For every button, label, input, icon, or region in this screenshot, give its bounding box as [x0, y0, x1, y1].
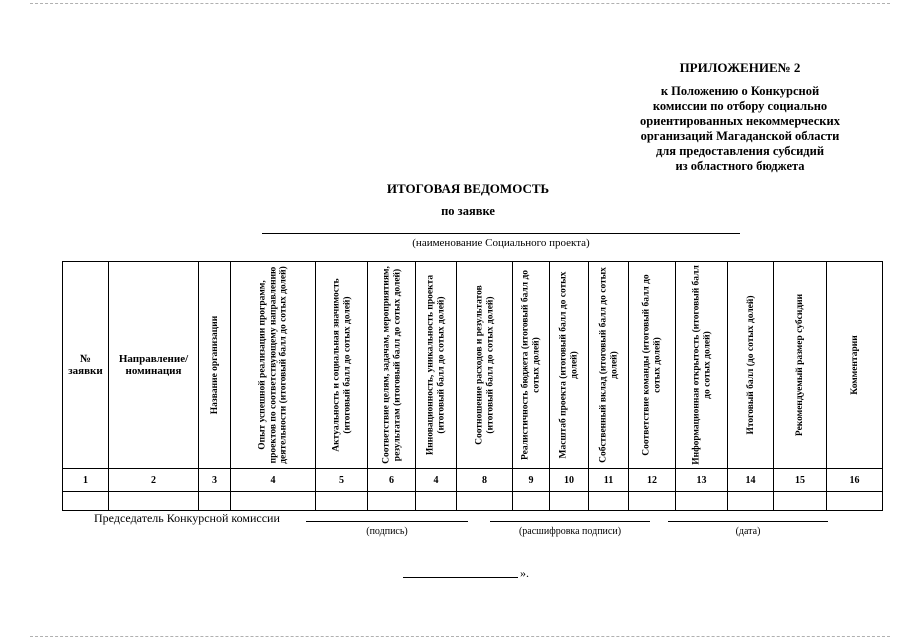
header-cell: [550, 262, 589, 469]
appendix-line: из областного бюджета: [675, 159, 805, 173]
empty-cell[interactable]: [676, 492, 728, 511]
empty-cell[interactable]: [416, 492, 457, 511]
decoding-caption: (расшифровка подписи): [518, 526, 622, 537]
appendix-line: организаций Магаданской области: [640, 129, 840, 143]
empty-cell[interactable]: [774, 492, 827, 511]
closing-blank-line: [403, 577, 518, 578]
header-cell: [629, 262, 676, 469]
column-number: 3: [199, 469, 231, 492]
top-dashed-rule: [30, 3, 890, 4]
empty-cell[interactable]: [827, 492, 883, 511]
header-label: Соответствие команды (итоговый балл до сотых долей): [641, 274, 662, 456]
column-number: 11: [589, 469, 629, 492]
empty-cell[interactable]: [109, 492, 199, 511]
empty-cell[interactable]: [728, 492, 774, 511]
header-label: Актуальность и социальная значимость (итоговый балл до сотых долей): [331, 278, 352, 452]
empty-cell[interactable]: [316, 492, 368, 511]
column-number: 14: [728, 469, 774, 492]
header-label: Рекомендуемый размер субсидии: [794, 293, 805, 437]
document-title: ИТОГОВАЯ ВЕДОМОСТЬ: [386, 181, 550, 196]
bottom-dashed-rule: [30, 636, 890, 637]
decoding-line: [490, 521, 650, 522]
header-label: Итоговый балл (до сотых долей): [745, 295, 756, 435]
header-cell: [589, 262, 629, 469]
empty-cell[interactable]: [63, 492, 109, 511]
header-row: [63, 262, 883, 469]
appendix-line: для предоставления субсидий: [655, 144, 825, 158]
header-cell: [199, 262, 231, 469]
header-cell: [827, 262, 883, 469]
appendix-line: комиссии по отбору социально: [652, 99, 828, 113]
header-cell: [231, 262, 316, 469]
empty-row: [63, 492, 883, 511]
column-number: 2: [109, 469, 199, 492]
appendix-title: ПРИЛОЖЕНИЕ№ 2: [679, 60, 801, 75]
header-label: Реалистичность бюджета (итоговый балл до сотых долей): [520, 270, 541, 460]
header-label: № заявки: [68, 353, 103, 377]
date-caption: (дата): [735, 526, 761, 537]
header-label: Направление/ номинация: [118, 353, 189, 377]
column-number: 15: [774, 469, 827, 492]
column-number: 4: [231, 469, 316, 492]
column-number: 13: [676, 469, 728, 492]
header-label: Опыт успешной реализации программ, проектов по соответствующему направлению деятельности (итоговый балл до сотых долей): [257, 266, 289, 464]
appendix-line: ориентированных некоммерческих: [640, 114, 840, 128]
appendix-line: к Положению о Конкурсной: [660, 84, 820, 98]
header-cell: [368, 262, 416, 469]
header-label: Соответствие целям, задачам, мероприятиям, результатам (итоговый балл до сотых долей): [381, 266, 402, 464]
header-label: Собственный вклад (итоговый балл до сотых долей): [598, 267, 619, 463]
empty-cell[interactable]: [199, 492, 231, 511]
column-number: 12: [629, 469, 676, 492]
project-name-line: [262, 233, 740, 234]
empty-cell[interactable]: [629, 492, 676, 511]
header-cell: [457, 262, 513, 469]
column-number: 6: [368, 469, 416, 492]
project-name-caption: (наименование Социального проекта): [412, 237, 590, 249]
column-number: 9: [513, 469, 550, 492]
header-cell: [513, 262, 550, 469]
empty-cell[interactable]: [368, 492, 416, 511]
empty-cell[interactable]: [513, 492, 550, 511]
empty-cell[interactable]: [457, 492, 513, 511]
appendix-block: [590, 60, 890, 174]
chairman-label: Председатель Конкурсной комиссии: [94, 511, 280, 525]
score-table: [62, 261, 883, 511]
document-subtitle: по заявке: [441, 204, 495, 218]
empty-cell[interactable]: [550, 492, 589, 511]
column-number: 10: [550, 469, 589, 492]
column-number: 4: [416, 469, 457, 492]
header-cell: [109, 262, 199, 469]
empty-cell[interactable]: [231, 492, 316, 511]
column-number: 8: [457, 469, 513, 492]
column-number: 16: [827, 469, 883, 492]
header-label: Название организации: [209, 315, 220, 415]
header-label: Комментарии: [849, 335, 860, 395]
empty-cell[interactable]: [589, 492, 629, 511]
header-label: Масштаб проекта (итоговый балл до сотых долей): [558, 271, 579, 459]
header-label: Информационная открытость (итоговый балл до сотых долей): [691, 265, 712, 465]
date-line: [668, 521, 828, 522]
header-cell: [676, 262, 728, 469]
number-row: [63, 469, 883, 492]
header-label: Инновационность, уникальность проекта (итоговый балл до сотых долей): [425, 274, 446, 456]
header-cell: [416, 262, 457, 469]
header-cell: [774, 262, 827, 469]
column-number: 1: [63, 469, 109, 492]
signature-line: [306, 521, 468, 522]
header-label: Соотношение расходов и результатов (итоговый балл до сотых долей): [474, 285, 495, 445]
signature-caption: (подпись): [366, 526, 408, 537]
header-cell: [63, 262, 109, 469]
closing-quote: ».: [520, 566, 529, 580]
header-cell: [316, 262, 368, 469]
column-number: 5: [316, 469, 368, 492]
header-cell: [728, 262, 774, 469]
